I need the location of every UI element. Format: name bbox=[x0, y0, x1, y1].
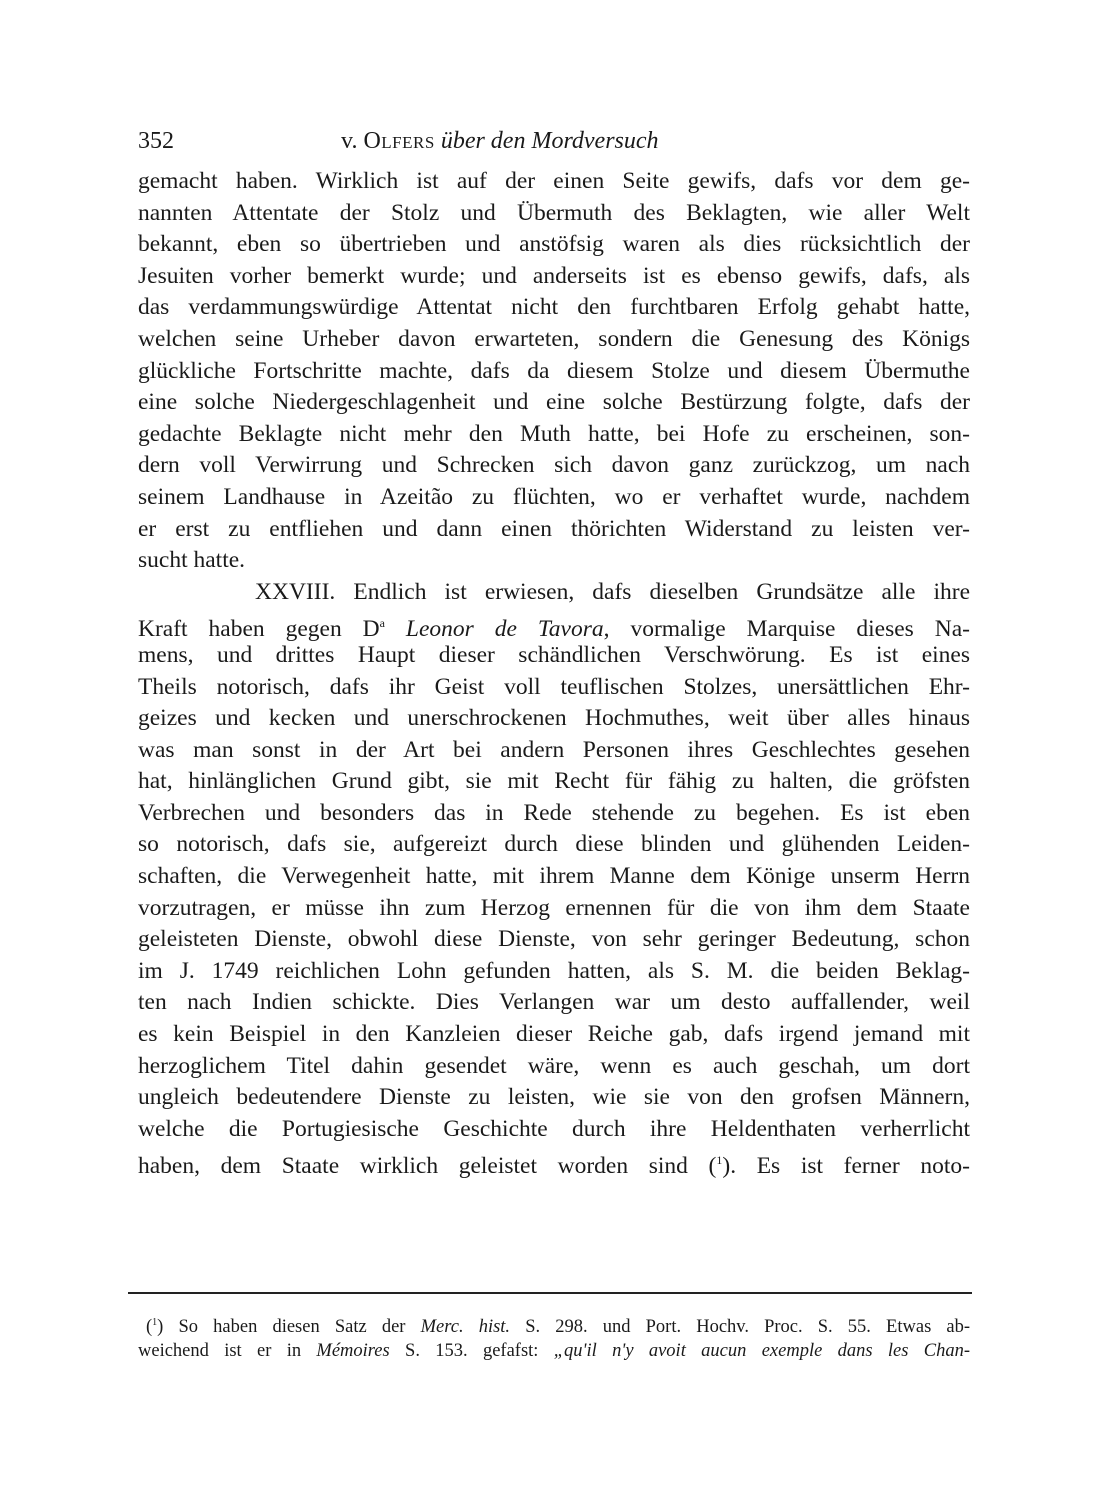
superscript-a: a bbox=[379, 616, 385, 631]
text-line: das verdammungswürdige Attentat nicht den furchtbaren Erfolg gehabt hatte, bbox=[138, 294, 970, 321]
paragraph-1 bbox=[138, 166, 970, 577]
text-run: So haben diesen Satz der bbox=[178, 1317, 421, 1338]
footnote-line bbox=[138, 1337, 970, 1365]
footnote-rule bbox=[128, 1292, 972, 1294]
text-line: glückliche Fortschritte machte, dafs da diesem Stolze und diesem Übermuthe bbox=[138, 357, 970, 384]
source-title: Merc. hist. bbox=[420, 1317, 511, 1338]
text-line: er erst zu entfliehen und dann einen thörichten Widerstand zu leisten ver- bbox=[138, 515, 970, 542]
text-line: vorzutragen, er müsse ihn zum Herzog ernennen für die von ihm dem Staate bbox=[138, 894, 970, 921]
text-line: dern voll Verwirrung und Schrecken sich davon ganz zurückzog, um nach bbox=[138, 452, 970, 479]
paren-open: ( bbox=[146, 1317, 153, 1338]
text-run: S. 153. gefafst: bbox=[389, 1341, 554, 1361]
paragraph-2 bbox=[138, 577, 970, 1180]
text-line: nannten Attentate der Stolz und Übermuth des Beklagten, wie aller Welt bbox=[138, 199, 970, 226]
text-run: , vormalige Marquise dieses Na- bbox=[603, 616, 970, 643]
text-line: schaften, die Verwegenheit hatte, mit ihrem Manne dem Könige unserm Herrn bbox=[138, 863, 970, 890]
text-line: was man sonst in der Art bei andern Personen ihres Geschlechtes gesehen bbox=[138, 736, 970, 763]
paren-close: ) bbox=[157, 1317, 164, 1338]
text-line: hat, hinlänglichen Grund gibt, sie mit Recht für fähig zu halten, die gröfsten bbox=[138, 768, 970, 795]
section-first-line: XXVIII. Endlich ist erwiesen, dafs dieselben Grundsätze alle ihre bbox=[255, 578, 970, 605]
text-line: seinem Landhause in Azeitão zu flüchten, wo er verhaftet wurde, nachdem bbox=[138, 483, 970, 510]
text-line: eine solche Niedergeschlagenheit und eine solche Bestürzung folgte, dafs der bbox=[138, 389, 970, 416]
footnote-number: 1 bbox=[152, 1317, 158, 1328]
footnote-marker bbox=[146, 1317, 163, 1337]
footnote-reference[interactable]: 1 bbox=[716, 1153, 723, 1168]
text-line: welchen seine Urheber davon erwarteten, sondern die Genesung des Königs bbox=[138, 325, 970, 352]
text-line: ten nach Indien schickte. Dies Verlangen war um desto auffallender, weil bbox=[138, 989, 970, 1016]
text-run: ). Es ist ferner noto- bbox=[722, 1153, 970, 1180]
footnote-line bbox=[138, 1309, 970, 1337]
text-line: im J. 1749 reichlichen Lohn gefunden hatten, als S. M. die beiden Beklag- bbox=[138, 957, 970, 984]
text-line bbox=[138, 1145, 970, 1180]
author-prefix: v. bbox=[341, 128, 358, 154]
text-run: Kraft haben gegen D bbox=[138, 616, 380, 643]
text-line: ungleich bedeutendere Dienste zu leisten, wie sie von den grofsen Männern, bbox=[138, 1084, 970, 1111]
text-line: gedachte Beklagte nicht mehr den Muth hatte, bei Hofe zu erscheinen, son- bbox=[138, 420, 970, 447]
running-title bbox=[341, 128, 659, 155]
running-header bbox=[138, 128, 970, 164]
text-line: mens, und drittes Haupt dieser schändlichen Verschwörung. Es ist eines bbox=[138, 641, 970, 668]
person-name: Leonor de Tavora bbox=[405, 616, 604, 643]
text-line: geizes und kecken und unerschrockenen Hochmuthes, weit über alles hinaus bbox=[138, 705, 970, 732]
text-line: Verbrechen und besonders das in Rede stehende zu begehen. Es ist eben bbox=[138, 799, 970, 826]
text-line: geleisteten Dienste, obwohl diese Dienste, von sehr geringer Bedeutung, schon bbox=[138, 926, 970, 953]
author-name: Olfers bbox=[363, 128, 435, 154]
body-text bbox=[138, 166, 970, 1180]
text-line: bekannt, eben so übertrieben und anstöfsig waren als dies rücksichtlich der bbox=[138, 231, 970, 258]
title-italic: über den Mordversuch bbox=[440, 128, 659, 154]
text-line: Theils notorisch, dafs ihr Geist voll teuflischen Stolzes, unersättlichen Ehr- bbox=[138, 673, 970, 700]
text-line: es kein Beispiel in den Kanzleien dieser Reiche gab, dafs irgend jemand mit bbox=[138, 1021, 970, 1048]
french-quote: „qu'il n'y avoit aucun exemple dans les Chan- bbox=[553, 1341, 971, 1361]
text-line bbox=[138, 608, 970, 643]
footnotes bbox=[138, 1309, 970, 1365]
text-line: gemacht haben. Wirklich ist auf der einen Seite gewifs, dafs vor dem ge- bbox=[138, 168, 970, 194]
text-run: weichend ist er in bbox=[138, 1341, 317, 1361]
text-run: haben, dem Staate wirklich geleistet worden sind ( bbox=[138, 1153, 717, 1180]
text-line: so notorisch, dafs sie, aufgereizt durch diese blinden und glühenden Leiden- bbox=[138, 831, 970, 858]
source-title: Mémoires bbox=[316, 1341, 390, 1361]
text-line: welche die Portugiesische Geschichte durch ihre Heldenthaten verherrlicht bbox=[138, 1115, 970, 1142]
page-number: 352 bbox=[138, 128, 174, 154]
text-line: Jesuiten vorher bemerkt wurde; und anderseits ist es ebenso gewifs, dafs, als bbox=[138, 262, 970, 289]
text-line: sucht hatte. bbox=[138, 547, 246, 574]
text-line: herzoglichem Titel dahin gesendet wäre, wenn es auch geschah, um dort bbox=[138, 1052, 970, 1079]
text-run: S. 298. und Port. Hochv. Proc. S. 55. Etwas ab- bbox=[510, 1317, 971, 1338]
